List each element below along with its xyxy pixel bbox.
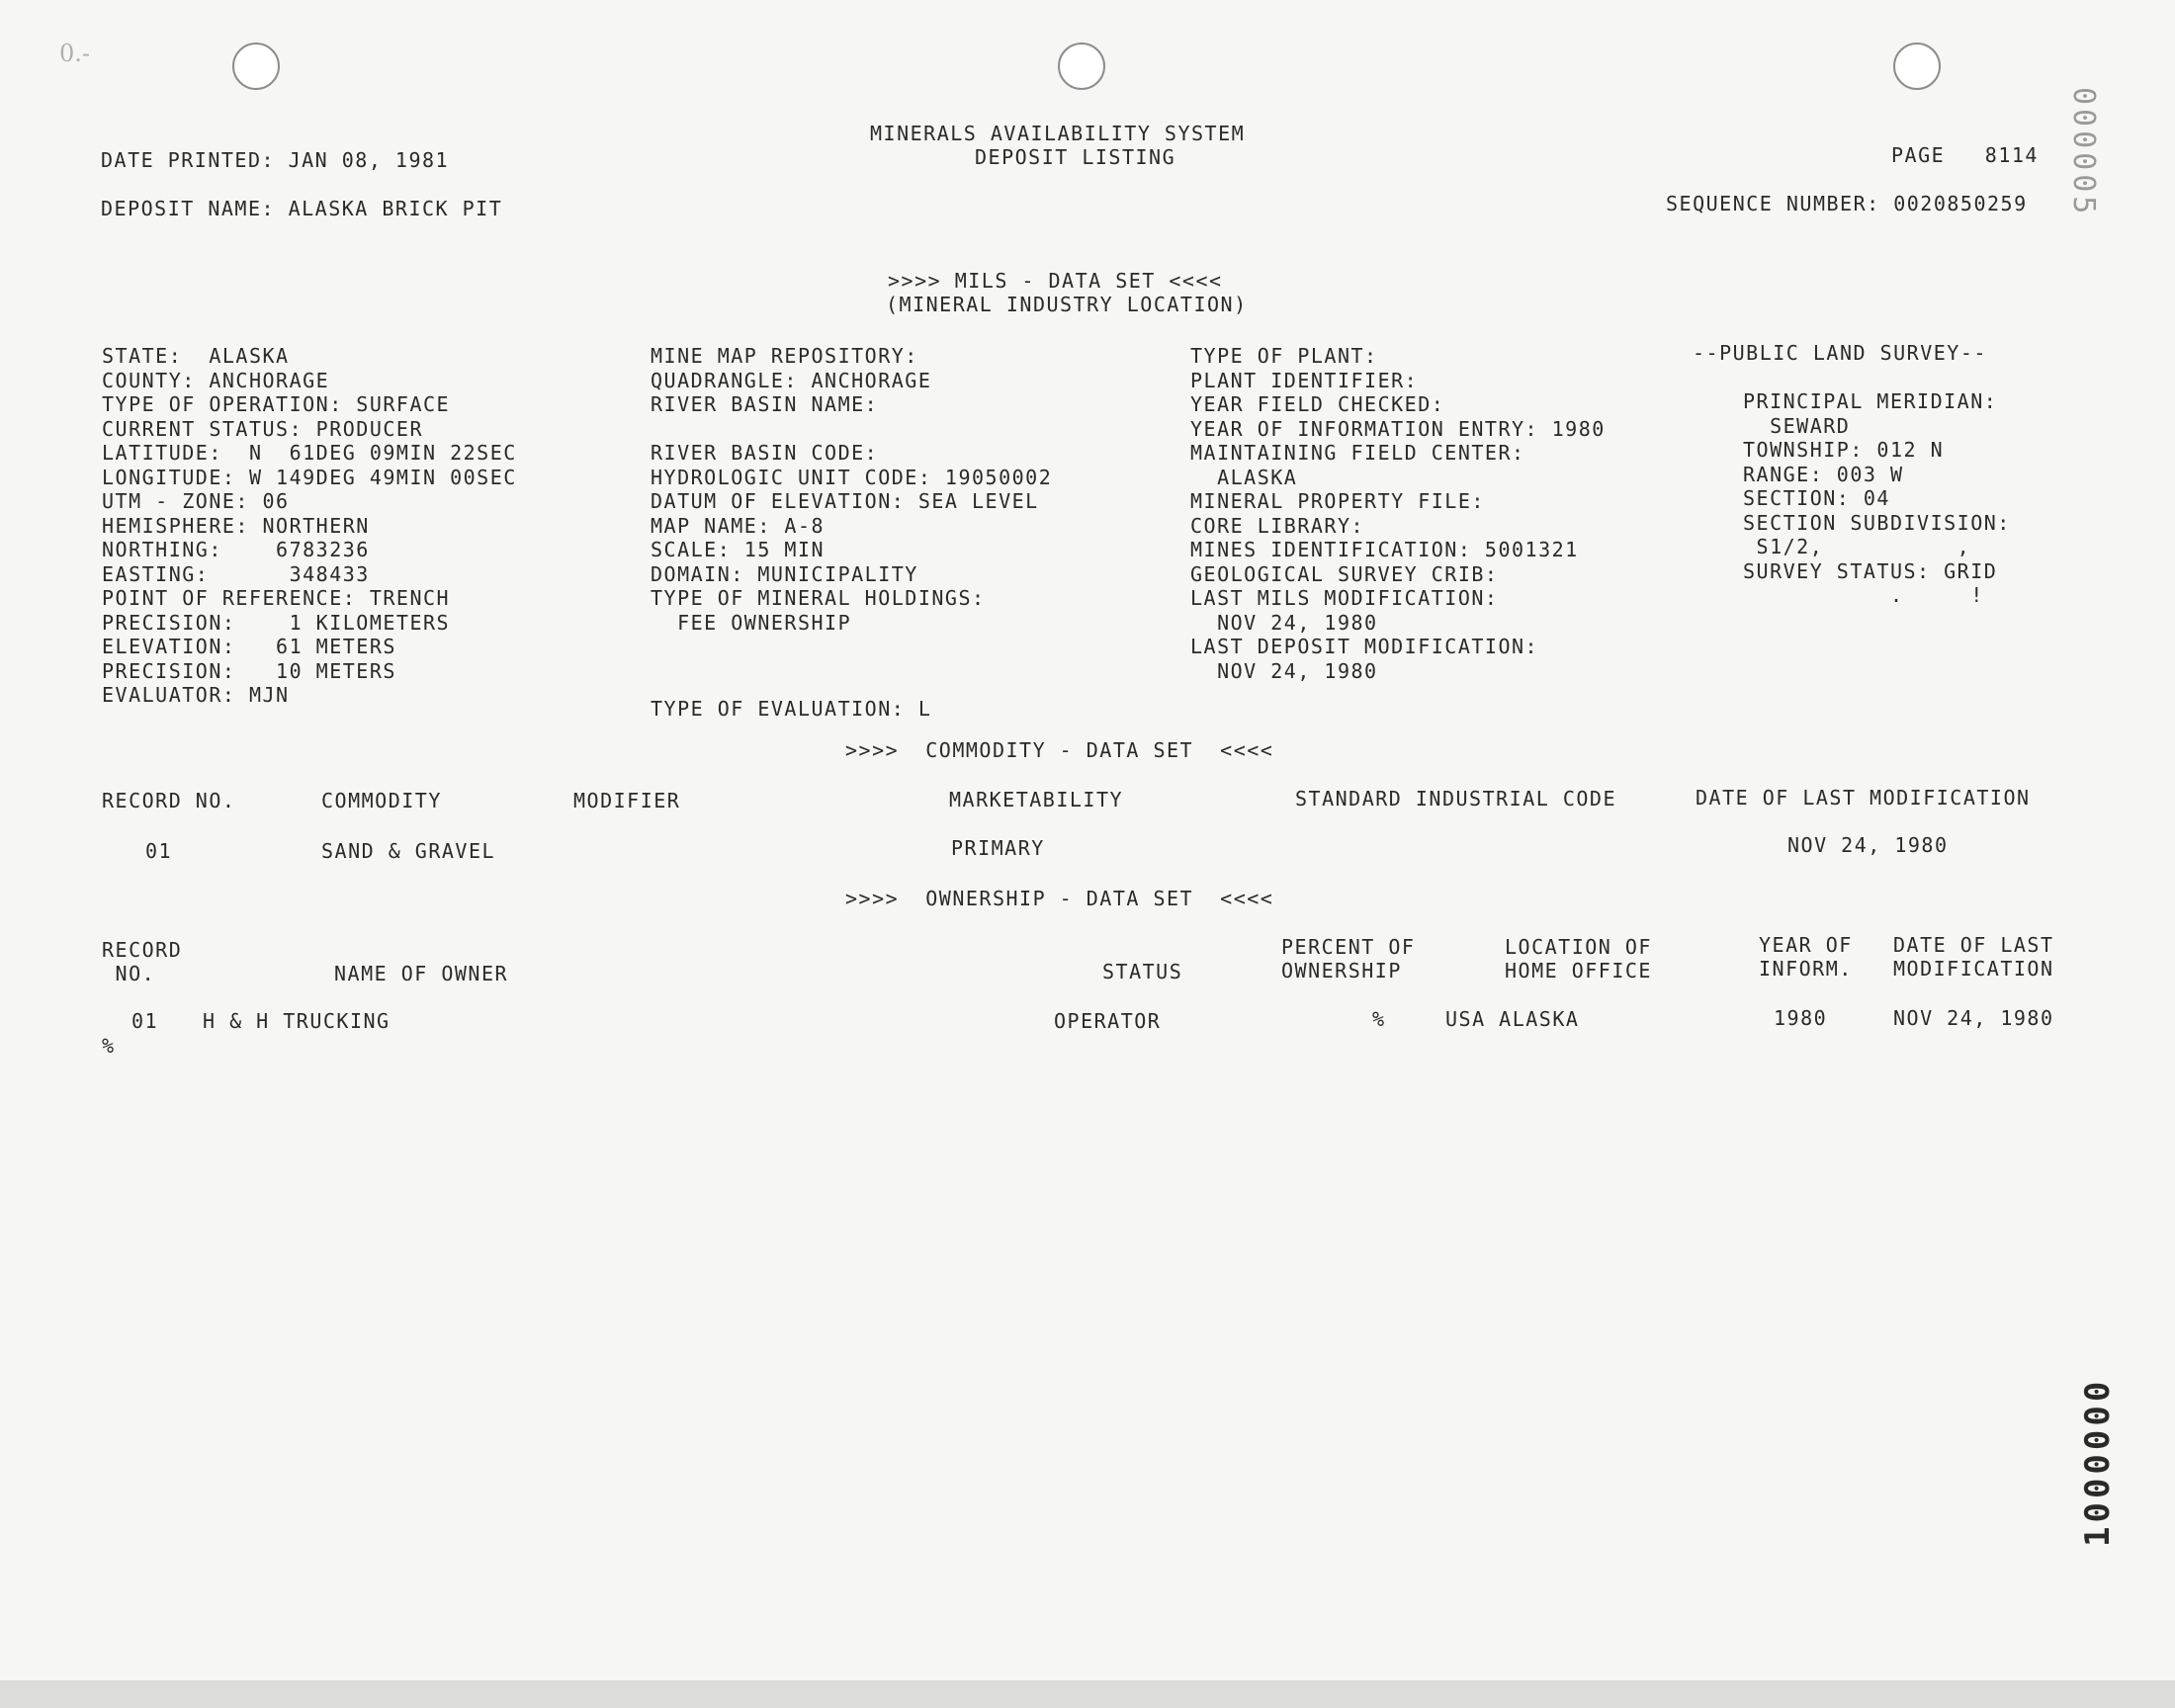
deposit-name: DEPOSIT NAME: ALASKA BRICK PIT [101,197,503,220]
mils-field: HEMISPHERE: NORTHERN [102,513,370,538]
mils-field: LAST MILS MODIFICATION: [1190,586,1499,610]
owner-name: H & H TRUCKING [203,1009,391,1033]
mils-field: COUNTY: ANCHORAGE [102,368,330,392]
mils-field: MAP NAME: A-8 [651,513,826,538]
system-title: MINERALS AVAILABILITY SYSTEM [870,122,1246,145]
mils-field: UTM - ZONE: 06 [102,489,290,513]
mils-field: GEOLOGICAL SURVEY CRIB: [1190,561,1499,586]
mils-field: MINERAL PROPERTY FILE: [1190,489,1485,513]
mils-heading: >>>> MILS - DATA SET <<<< [888,269,1223,293]
mils-field: TYPE OF PLANT: [1190,344,1378,368]
col-header-status: STATUS [1102,960,1183,983]
owner-percent: % [1372,1007,1386,1031]
survey-field: SECTION SUBDIVISION: [1743,510,2011,535]
col-header-percent: PERCENT OF [1281,935,1416,959]
col-header-marketability: MARKETABILITY [949,788,1124,811]
mils-field: CORE LIBRARY: [1190,513,1365,538]
survey-field: SECTION: 04 [1743,486,1890,510]
col-header-date-mod: MODIFICATION [1893,957,2054,981]
mils-field: SCALE: 15 MIN [651,538,826,561]
mils-field: POINT OF REFERENCE: TRENCH [102,586,451,610]
mils-field: CURRENT STATUS: PRODUCER [102,416,423,441]
col-header-date-mod: DATE OF LAST [1893,933,2054,957]
page-number: PAGE 8114 [1891,143,2039,167]
col-header-location: HOME OFFICE [1505,959,1652,982]
mils-field: DOMAIN: MUNICIPALITY [651,561,918,586]
sequence-number: SEQUENCE NUMBER: 0020850259 [1666,192,2028,215]
mils-field: YEAR FIELD CHECKED: [1190,392,1445,416]
mils-field: RIVER BASIN CODE: [651,441,879,465]
mils-field: STATE: ALASKA [102,344,290,368]
mils-field: HYDROLOGIC UNIT CODE: 19050002 [651,465,1053,489]
mils-field: NOV 24, 1980 [1190,658,1378,683]
survey-field: TOWNSHIP: 012 N [1743,438,1945,462]
mils-field: RIVER BASIN NAME: [651,392,879,416]
col-header-record-no: RECORD NO. [102,789,236,812]
mils-field: PRECISION: 10 METERS [102,658,396,683]
col-header-year: INFORM. [1759,957,1853,981]
mils-field: LAST DEPOSIT MODIFICATION: [1190,635,1539,658]
owner-status: OPERATOR [1054,1009,1162,1033]
owner-location: USA ALASKA [1445,1007,1580,1031]
mils-field: TYPE OF OPERATION: SURFACE [102,392,451,416]
commodity-heading: >>>> COMMODITY - DATA SET <<<< [845,738,1274,762]
survey-field: PRINCIPAL MERIDIAN: [1743,389,1998,413]
mils-field: ELEVATION: 61 METERS [102,635,396,658]
owner-record-no: 01 [131,1009,159,1033]
date-printed: DATE PRINTED: JAN 08, 1981 [101,148,450,172]
survey-field: SEWARD [1743,413,1851,438]
commodity-marketability: PRIMARY [951,836,1045,860]
col-header-record-no: NO. [102,962,156,985]
col-header-year: YEAR OF [1759,933,1853,957]
mils-field: FEE OWNERSHIP [651,610,852,635]
mils-field: MINE MAP REPOSITORY: [651,344,918,368]
owner-year: 1980 [1774,1006,1828,1030]
col-header-date-mod: DATE OF LAST MODIFICATION [1696,786,2031,810]
top-margin-stamp: 000005 [2066,87,2101,218]
survey-field: S1/2, , [1743,535,1971,558]
col-header-owner-name: NAME OF OWNER [334,962,509,985]
mils-subheading: (MINERAL INDUSTRY LOCATION) [886,293,1248,316]
binder-hole-left [232,43,280,90]
commodity-name: SAND & GRAVEL [321,839,496,863]
mils-field: MINES IDENTIFICATION: 5001321 [1190,538,1579,561]
binder-hole-center [1058,43,1105,90]
col-header-sic: STANDARD INDUSTRIAL CODE [1295,787,1616,811]
public-land-survey-heading: --PUBLIC LAND SURVEY-- [1693,341,1987,365]
mils-field: YEAR OF INFORMATION ENTRY: 1980 [1190,416,1606,441]
ownership-heading: >>>> OWNERSHIP - DATA SET <<<< [845,887,1274,910]
mils-field: MAINTAINING FIELD CENTER: [1190,441,1525,465]
mils-field: DATUM OF ELEVATION: SEA LEVEL [651,489,1039,513]
listing-title: DEPOSIT LISTING [975,145,1176,169]
commodity-date-mod: NOV 24, 1980 [1787,833,1949,857]
mils-field: LATITUDE: N 61DEG 09MIN 22SEC [102,441,517,465]
mils-field: TYPE OF EVALUATION: L [651,697,932,721]
survey-field: RANGE: 003 W [1743,462,1904,486]
corner-handwritten-mark: 0.- [59,40,91,67]
mils-field: PRECISION: 1 KILOMETERS [102,610,451,635]
col-header-record: RECORD [102,938,183,962]
owner-date-mod: NOV 24, 1980 [1893,1006,2054,1030]
mils-field: EASTING: 348433 [102,561,370,586]
col-header-modifier: MODIFIER [573,789,681,812]
col-header-commodity: COMMODITY [321,789,442,812]
bottom-margin-stamp: 1000000 [2078,1377,2118,1547]
survey-field: . ! [1743,583,1984,607]
commodity-record-no: 01 [145,839,173,863]
mils-field: TYPE OF MINERAL HOLDINGS: [651,586,986,610]
mils-field: NOV 24, 1980 [1190,610,1378,635]
mils-field: PLANT IDENTIFIER: [1190,368,1419,392]
mils-field: ALASKA [1190,465,1298,489]
col-header-location: LOCATION OF [1505,935,1652,959]
binder-hole-right [1893,43,1941,90]
survey-field: SURVEY STATUS: GRID [1743,558,1998,583]
mils-field: LONGITUDE: W 149DEG 49MIN 00SEC [102,465,517,489]
mils-field: EVALUATOR: MJN [102,683,290,707]
page-edge [0,1680,2175,1708]
col-header-percent: OWNERSHIP [1281,959,1402,982]
listing-trailer: % [102,1034,116,1058]
mils-field: NORTHING: 6783236 [102,538,370,561]
mils-field: QUADRANGLE: ANCHORAGE [651,368,932,392]
